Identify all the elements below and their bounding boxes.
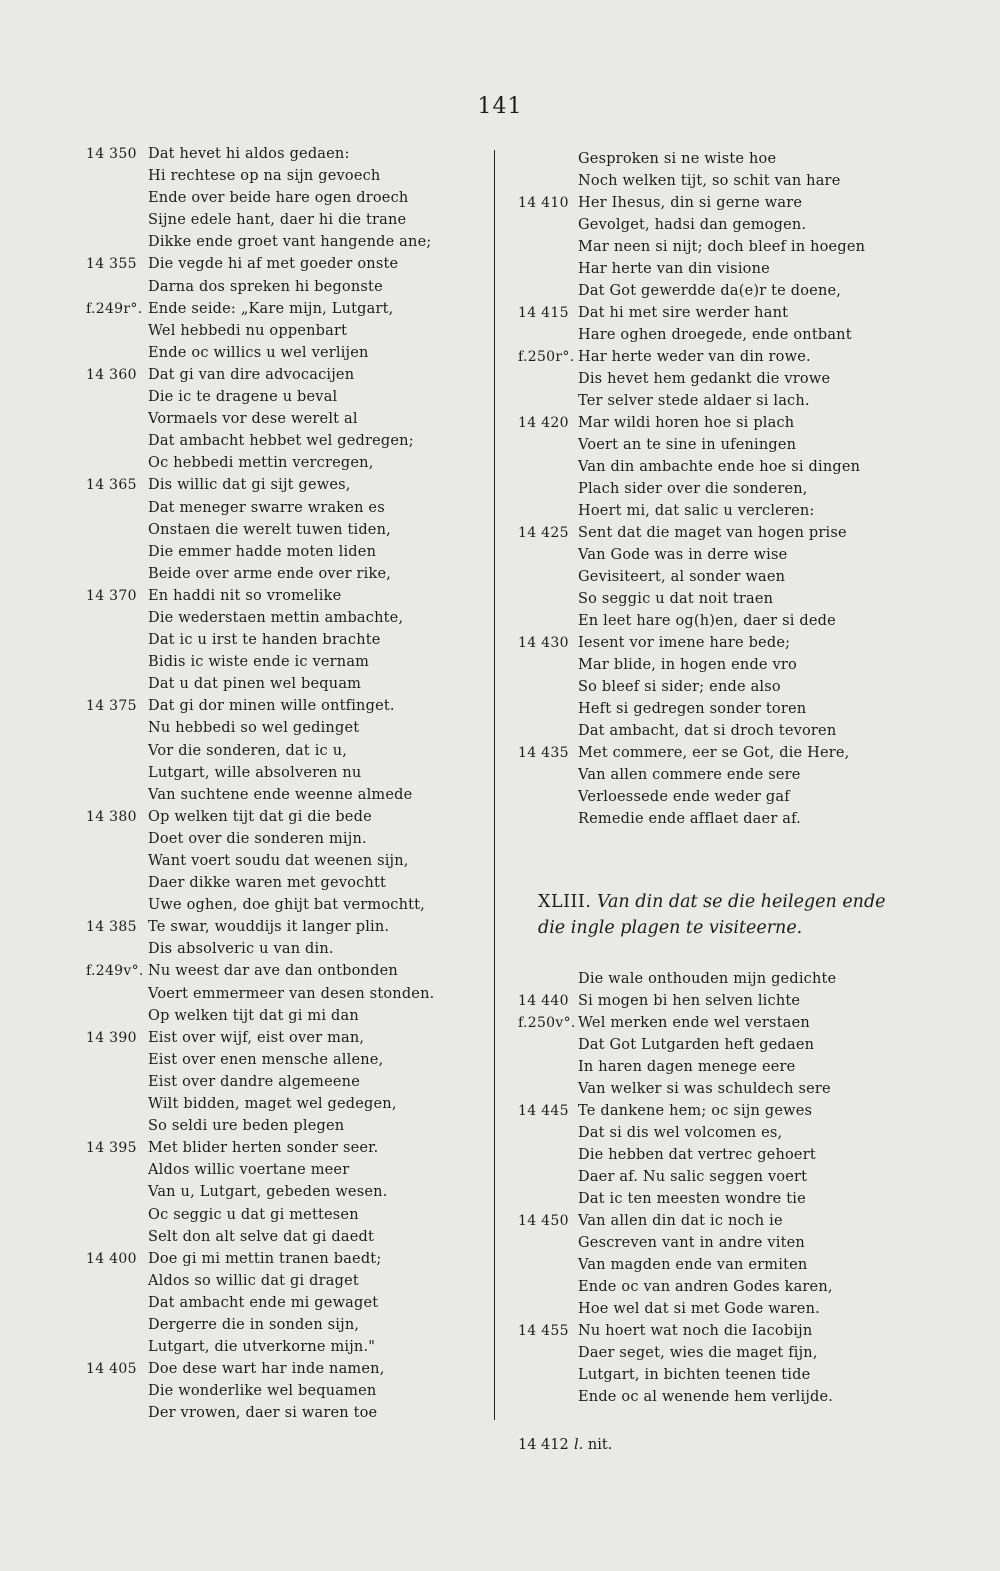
line-number: 14 395 xyxy=(86,1140,137,1157)
verse-line xyxy=(86,698,486,720)
verse-line xyxy=(86,323,486,345)
line-number: 14 400 xyxy=(86,1250,137,1267)
verse-text: Van Gode was in derre wise xyxy=(578,547,788,563)
verse-text: Her Ihesus, din si gerne ware xyxy=(578,195,803,211)
verse-line xyxy=(86,455,486,477)
verse-text: Gesproken si ne wiste hoe xyxy=(578,151,777,167)
verse-line xyxy=(518,1059,958,1081)
verse-text: En haddi nit so vromelike xyxy=(148,587,342,604)
verse-text: Eist over dandre algemeene xyxy=(148,1073,360,1090)
line-number: 14 450 xyxy=(518,1213,569,1229)
verse-line xyxy=(518,1389,958,1411)
verse-line xyxy=(86,477,486,499)
verse-line xyxy=(86,986,486,1008)
verse-text: Dat Got gewerdde da(e)r te doene, xyxy=(578,283,842,299)
line-number: 14 375 xyxy=(86,698,137,715)
verse-line xyxy=(86,853,486,875)
verse-line xyxy=(86,743,486,765)
verse-line xyxy=(518,547,958,569)
verse-text: Hi rechtese op na sijn gevoech xyxy=(148,168,381,185)
verse-line xyxy=(518,393,958,415)
verse-line xyxy=(86,875,486,897)
verse-text: In haren dagen menege eere xyxy=(578,1059,796,1075)
verse-line xyxy=(86,1184,486,1206)
verse-line xyxy=(518,459,958,481)
line-number: 14 365 xyxy=(86,477,137,494)
verse-line xyxy=(518,1015,958,1037)
verse-line xyxy=(86,1295,486,1317)
line-number: 14 390 xyxy=(86,1029,137,1046)
verse-line xyxy=(518,1323,958,1345)
verse-line xyxy=(86,146,486,168)
verse-line xyxy=(518,437,958,459)
verse-line xyxy=(518,701,958,723)
verse-text: Darna dos spreken hi begonste xyxy=(148,278,383,295)
verse-text: Van welker si was schuldech sere xyxy=(578,1081,831,1097)
verse-text: Si mogen bi hen selven lichte xyxy=(578,993,801,1009)
verse-text: Ende oc al wenende hem verlijde. xyxy=(578,1389,834,1405)
line-number: 14 420 xyxy=(518,415,569,431)
verse-line xyxy=(86,941,486,963)
verse-text: Van u, Lutgart, gebeden wesen. xyxy=(148,1184,388,1201)
verse-text: Die wederstaen mettin ambachte, xyxy=(148,609,404,626)
verse-line xyxy=(86,765,486,787)
right-column xyxy=(518,151,958,1453)
verse-text: Hoert mi, dat salic u vercleren: xyxy=(578,503,815,519)
verse-line xyxy=(86,809,486,831)
verse-line xyxy=(86,1229,486,1251)
line-number: 14 455 xyxy=(518,1323,569,1339)
verse-line xyxy=(86,212,486,234)
verse-text: So seggic u dat noit traen xyxy=(578,591,774,607)
verse-text: Vormaels vor dese werelt al xyxy=(148,411,358,428)
verse-text: Lutgart, wille absolveren nu xyxy=(148,764,362,781)
verse-text: Te swar, wouddijs it langer plin. xyxy=(148,919,390,936)
verse-text: Van suchtene ende weenne almede xyxy=(148,786,413,803)
verse-text: Dikke ende groet vant hangende ane; xyxy=(148,234,432,251)
verse-text: Doe gi mi mettin tranen baedt; xyxy=(148,1250,382,1267)
verse-text: Eist over enen mensche allene, xyxy=(148,1051,384,1068)
footnote-note: nit. xyxy=(583,1437,613,1453)
verse-text: Bidis ic wiste ende ic vernam xyxy=(148,654,370,671)
verse-text: Uwe oghen, doe ghijt bat vermochtt, xyxy=(148,897,425,914)
verse-text: Hoe wel dat si met Gode waren. xyxy=(578,1301,820,1317)
verse-text: Oc seggic u dat gi mettesen xyxy=(148,1206,359,1223)
verse-text: Met commere, eer se Got, die Here, xyxy=(578,745,850,761)
verse-line xyxy=(518,1169,958,1191)
line-number: 14 350 xyxy=(86,146,137,162)
left-column xyxy=(86,146,486,1427)
line-number: f.250v°. xyxy=(518,1015,576,1031)
verse-line xyxy=(518,993,958,1015)
verse-text: Van magden ende van ermiten xyxy=(578,1257,808,1273)
verse-text: Want voert soudu dat weenen sijn, xyxy=(148,853,409,869)
verse-text: Dis willic dat gi sijt gewes, xyxy=(148,477,351,494)
verse-line xyxy=(518,1257,958,1279)
verse-line xyxy=(518,1191,958,1213)
right-verse-block-after xyxy=(518,971,958,1411)
verse-text: Die wale onthouden mijn gedichte xyxy=(578,971,837,987)
verse-text: Voert emmermeer van desen stonden. xyxy=(148,985,435,1002)
line-number: 14 385 xyxy=(86,919,137,936)
verse-line xyxy=(518,1345,958,1367)
verse-text: Gevisiteert, al sonder waen xyxy=(578,569,786,585)
verse-text: Van din ambachte ende hoe si dingen xyxy=(578,459,861,475)
verse-line xyxy=(86,500,486,522)
line-number: 14 440 xyxy=(518,993,569,1009)
verse-line xyxy=(86,919,486,941)
verse-text: Gescreven vant in andre viten xyxy=(578,1235,805,1251)
verse-text: Selt don alt selve dat gi daedt xyxy=(148,1228,375,1245)
verse-text: Ende over beide hare ogen droech xyxy=(148,190,409,207)
verse-text: Dis absolveric u van din. xyxy=(148,941,334,958)
verse-line xyxy=(86,1140,486,1162)
verse-line xyxy=(86,610,486,632)
verse-line xyxy=(86,1096,486,1118)
verse-text: Doe dese wart har inde namen, xyxy=(148,1361,385,1378)
verse-line xyxy=(86,433,486,455)
verse-line xyxy=(86,787,486,809)
verse-line xyxy=(518,349,958,371)
verse-line xyxy=(86,654,486,676)
verse-line xyxy=(86,234,486,256)
verse-text: Nu hebbedi so wel gedinget xyxy=(148,720,360,737)
verse-text: Dat gi van dire advocacijen xyxy=(148,366,355,383)
verse-text: Noch welken tijt, so schit van hare xyxy=(578,173,841,189)
verse-line xyxy=(518,789,958,811)
verse-line xyxy=(518,415,958,437)
verse-line xyxy=(518,971,958,993)
verse-line xyxy=(518,305,958,327)
verse-line xyxy=(518,217,958,239)
verse-text: Dat Got Lutgarden heft gedaen xyxy=(578,1037,815,1053)
verse-text: Mar wildi horen hoe si plach xyxy=(578,415,795,431)
verse-line xyxy=(86,168,486,190)
verse-text: Sent dat die maget van hogen prise xyxy=(578,525,847,541)
verse-text: Mar blide, in hogen ende vro xyxy=(578,657,797,673)
verse-line xyxy=(86,1339,486,1361)
verse-text: Doet over die sonderen mijn. xyxy=(148,830,367,847)
column-divider xyxy=(494,150,495,1420)
verse-text: Ter selver stede aldaer si lach. xyxy=(578,393,810,409)
line-number: 14 370 xyxy=(86,587,137,604)
verse-line xyxy=(86,345,486,367)
verse-text: Dat ambacht ende mi gewaget xyxy=(148,1294,379,1311)
verse-line xyxy=(86,588,486,610)
line-number: 14 410 xyxy=(518,195,569,211)
line-number: 14 355 xyxy=(86,256,137,273)
verse-line xyxy=(86,411,486,433)
verse-line xyxy=(518,1279,958,1301)
verse-text: Dat si dis wel volcomen es, xyxy=(578,1125,783,1141)
verse-text: Ende oc van andren Godes karen, xyxy=(578,1279,833,1295)
verse-text: Te dankene hem; oc sijn gewes xyxy=(578,1103,813,1119)
verse-text: Der vrowen, daer si waren toe xyxy=(148,1405,378,1422)
verse-text: Wel merken ende wel verstaen xyxy=(578,1015,810,1031)
verse-text: Gevolget, hadsi dan gemogen. xyxy=(578,217,807,233)
verse-text: Wel hebbedi nu oppenbart xyxy=(148,322,348,339)
verse-text: Onstaen die werelt tuwen tiden, xyxy=(148,521,391,538)
verse-line xyxy=(518,1125,958,1147)
verse-line xyxy=(86,367,486,389)
verse-text: Verloessede ende weder gaf xyxy=(578,789,790,805)
verse-text: Nu hoert wat noch die Iacobijn xyxy=(578,1323,813,1339)
line-number: f.249v°. xyxy=(86,963,144,980)
verse-text: Aldos willic voertane meer xyxy=(148,1162,350,1179)
page-number: 141 xyxy=(477,94,523,119)
verse-line xyxy=(86,566,486,588)
verse-text: Ende seide: „Kare mijn, Lutgart, xyxy=(148,300,394,317)
verse-line xyxy=(518,1367,958,1389)
verse-text: Aldos so willic dat gi draget xyxy=(148,1272,359,1289)
verse-text: Die wonderlike wel bequamen xyxy=(148,1383,377,1400)
verse-text: Vor die sonderen, dat ic u, xyxy=(148,742,348,759)
verse-text: Remedie ende afflaet daer af. xyxy=(578,811,801,827)
verse-text: Dat meneger swarre wraken es xyxy=(148,499,385,516)
verse-line xyxy=(86,1383,486,1405)
verse-line xyxy=(86,1030,486,1052)
footnote xyxy=(518,1437,958,1453)
line-number: 14 380 xyxy=(86,808,137,825)
verse-line xyxy=(518,569,958,591)
verse-text: Plach sider over die sonderen, xyxy=(578,481,808,497)
verse-line xyxy=(86,544,486,566)
verse-line xyxy=(518,283,958,305)
line-number: 14 405 xyxy=(86,1361,137,1378)
verse-text: Dat gi dor minen wille ontfinget. xyxy=(148,698,395,715)
verse-line xyxy=(86,963,486,985)
verse-line xyxy=(518,613,958,635)
verse-line xyxy=(518,1213,958,1235)
line-number: 14 415 xyxy=(518,305,569,321)
verse-line xyxy=(86,301,486,323)
verse-line xyxy=(86,1361,486,1383)
verse-text: So bleef si sider; ende also xyxy=(578,679,781,695)
verse-line xyxy=(518,481,958,503)
verse-text: Daer af. Nu salic seggen voert xyxy=(578,1169,808,1185)
verse-text: En leet hare og(h)en, daer si dede xyxy=(578,613,836,629)
verse-text: Dat hi met sire werder hant xyxy=(578,305,789,321)
verse-text: Op welken tijt dat gi mi dan xyxy=(148,1007,359,1024)
verse-line xyxy=(518,723,958,745)
verse-text: Dat ambacht hebbet wel gedregen; xyxy=(148,433,414,450)
verse-line xyxy=(518,811,958,833)
verse-text: Dat ic u irst te handen brachte xyxy=(148,632,381,649)
verse-text: Die hebben dat vertrec gehoert xyxy=(578,1147,816,1163)
verse-line xyxy=(86,1008,486,1030)
verse-text: Dis hevet hem gedankt die vrowe xyxy=(578,371,831,387)
footnote-ref: 14 412 xyxy=(518,1437,569,1453)
verse-line xyxy=(518,151,958,173)
line-number: 14 430 xyxy=(518,635,569,651)
verse-line xyxy=(86,256,486,278)
right-verse-block xyxy=(518,151,958,833)
verse-line xyxy=(518,239,958,261)
verse-line xyxy=(86,831,486,853)
verse-text: Daer dikke waren met gevochtt xyxy=(148,875,387,892)
verse-text: Nu weest dar ave dan ontbonden xyxy=(148,963,398,980)
verse-line xyxy=(86,632,486,654)
verse-line xyxy=(86,389,486,411)
verse-text: Iesent vor imene hare bede; xyxy=(578,635,791,651)
verse-line xyxy=(86,1405,486,1427)
verse-text: Dat hevet hi aldos gedaen: xyxy=(148,146,350,162)
verse-text: Sijne edele hant, daer hi die trane xyxy=(148,212,407,229)
line-number: 14 360 xyxy=(86,366,137,383)
verse-text: Lutgart, in bichten teenen tide xyxy=(578,1367,811,1383)
verse-text: Har herte van din visione xyxy=(578,261,770,277)
verse-line xyxy=(86,1052,486,1074)
verse-text: Die vegde hi af met goeder onste xyxy=(148,256,399,273)
line-number: 14 435 xyxy=(518,745,569,761)
footnote-text xyxy=(574,1437,612,1453)
verse-line xyxy=(518,1103,958,1125)
verse-text: Beide over arme ende over rike, xyxy=(148,565,392,582)
verse-line xyxy=(518,261,958,283)
section-heading xyxy=(538,889,918,941)
verse-line xyxy=(86,1317,486,1339)
verse-text: Mar neen si nijt; doch bleef in hoegen xyxy=(578,239,866,255)
verse-line xyxy=(86,1207,486,1229)
verse-line xyxy=(86,1074,486,1096)
line-number: f.250r°. xyxy=(518,349,575,365)
verse-line xyxy=(518,1301,958,1323)
verse-text: Ende oc willics u wel verlijen xyxy=(148,344,369,361)
verse-line xyxy=(86,676,486,698)
verse-line xyxy=(86,1251,486,1273)
verse-line xyxy=(518,525,958,547)
footnote-italic: l. xyxy=(574,1437,584,1453)
verse-line xyxy=(86,720,486,742)
verse-line xyxy=(518,327,958,349)
verse-text: Van allen commere ende sere xyxy=(578,767,801,783)
section-title: Van din dat se die heilegen ende die ingle plagen te visiteerne. xyxy=(538,892,886,938)
verse-text: Lutgart, die utverkorne mijn." xyxy=(148,1339,376,1356)
verse-line xyxy=(86,1118,486,1140)
verse-text: Dat u dat pinen wel bequam xyxy=(148,676,362,693)
line-number: f.249r°. xyxy=(86,300,143,317)
verse-line xyxy=(518,1147,958,1169)
verse-text: Oc hebbedi mettin vercregen, xyxy=(148,455,374,472)
verse-text: Dat ic ten meesten wondre tie xyxy=(578,1191,806,1207)
verse-line xyxy=(518,195,958,217)
verse-text: Voert an te sine in ufeningen xyxy=(578,437,797,453)
verse-line xyxy=(518,1081,958,1103)
verse-text: Met blider herten sonder seer. xyxy=(148,1140,379,1157)
verse-line xyxy=(86,897,486,919)
verse-line xyxy=(86,1162,486,1184)
verse-text: Die ic te dragene u beval xyxy=(148,389,338,406)
verse-text: Daer seget, wies die maget fijn, xyxy=(578,1345,818,1361)
verse-text: Wilt bidden, maget wel gedegen, xyxy=(148,1096,397,1113)
verse-line xyxy=(86,522,486,544)
verse-line xyxy=(86,190,486,212)
verse-text: Van allen din dat ic noch ie xyxy=(578,1213,783,1229)
verse-line xyxy=(518,503,958,525)
verse-line xyxy=(86,1273,486,1295)
verse-text: Eist over wijf, eist over man, xyxy=(148,1029,365,1046)
verse-line xyxy=(518,1235,958,1257)
verse-line xyxy=(518,745,958,767)
line-number: 14 445 xyxy=(518,1103,569,1119)
verse-line xyxy=(518,635,958,657)
verse-text: Har herte weder van din rowe. xyxy=(578,349,811,365)
verse-text: Dat ambacht, dat si droch tevoren xyxy=(578,723,837,739)
verse-line xyxy=(518,371,958,393)
verse-text: Op welken tijt dat gi die bede xyxy=(148,808,372,825)
section-number: XLIII. xyxy=(538,892,592,912)
verse-line xyxy=(518,657,958,679)
verse-line xyxy=(518,767,958,789)
verse-line xyxy=(518,1037,958,1059)
verse-line xyxy=(86,279,486,301)
verse-line xyxy=(518,173,958,195)
verse-text: Die emmer hadde moten liden xyxy=(148,543,377,560)
verse-line xyxy=(518,679,958,701)
verse-text: Hare oghen droegede, ende ontbant xyxy=(578,327,852,343)
verse-text: Dergerre die in sonden sijn, xyxy=(148,1316,360,1333)
verse-text: So seldi ure beden plegen xyxy=(148,1118,345,1135)
line-number: 14 425 xyxy=(518,525,569,541)
verse-text: Heft si gedregen sonder toren xyxy=(578,701,807,717)
verse-line xyxy=(518,591,958,613)
